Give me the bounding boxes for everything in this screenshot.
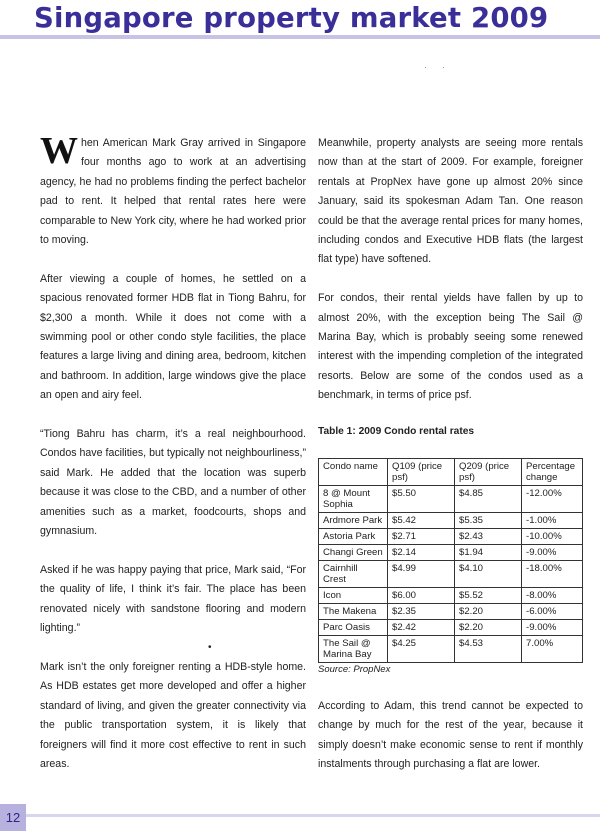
table-cell: 8 @ Mount Sophia bbox=[319, 486, 388, 513]
table-cell: -10.00% bbox=[522, 529, 583, 545]
table-row bbox=[319, 529, 583, 545]
table-cell: -9.00% bbox=[522, 620, 583, 636]
table-cell: $4.99 bbox=[388, 561, 455, 588]
page-title: Singapore property market 2009 bbox=[34, 2, 549, 34]
paragraph-conclusion: According to Adam, this trend cannot be expected to change by much for the rest of the year, because it simply doesn’t make economic sense to rent if monthly instalments through purchasing a flat are lower. bbox=[318, 699, 583, 771]
table-cell: -9.00% bbox=[522, 545, 583, 561]
table-cell: Ardmore Park bbox=[319, 513, 388, 529]
table-cell: $4.10 bbox=[455, 561, 522, 588]
table-header-cell: Q209 (price psf) bbox=[455, 459, 522, 486]
table-cell: $5.50 bbox=[388, 486, 455, 513]
table-cell: $5.52 bbox=[455, 588, 522, 604]
condo-rental-table bbox=[318, 458, 583, 663]
table-cell: $5.42 bbox=[388, 513, 455, 529]
table-header-cell: Percentage change bbox=[522, 459, 583, 486]
table-cell: -12.00% bbox=[522, 486, 583, 513]
table-source: Source: PropNex bbox=[318, 664, 391, 676]
paragraph-quote-price: Asked if he was happy paying that price, Mark said, “For the quality of life, I think it’s fair. The place has been renovated nicely with sandstone flooring and modern lighting.” bbox=[40, 563, 306, 635]
table-cell: 7.00% bbox=[522, 636, 583, 663]
table-row bbox=[319, 561, 583, 588]
table-row bbox=[319, 545, 583, 561]
table-cell: $2.43 bbox=[455, 529, 522, 545]
table-cell: $4.25 bbox=[388, 636, 455, 663]
table-header-cell: Q109 (price psf) bbox=[388, 459, 455, 486]
table-cell: $2.20 bbox=[455, 604, 522, 620]
table-row bbox=[319, 486, 583, 513]
paragraph-quote-charm: “Tiong Bahru has charm, it’s a real neighbourhood. Condos have facilities, but typically not neighbourliness,” said Mark. He added that the location was superb because it was close to the CBD, and a number of other amenities such as a market, foodcourts, shops and gymnasium. bbox=[40, 428, 306, 538]
table-cell: Icon bbox=[319, 588, 388, 604]
table-cell: Parc Oasis bbox=[319, 620, 388, 636]
table-cell: $2.71 bbox=[388, 529, 455, 545]
table-row bbox=[319, 588, 583, 604]
paragraph-intro-text: hen American Mark Gray arrived in Singapore four months ago to work at an advertising agency, he had no problems finding the perfect bachelor pad to rent. It helped that rental rates here were comparable to New York city, where he had worked prior to moving. bbox=[40, 137, 306, 247]
paragraph-intro bbox=[40, 130, 306, 250]
table-cell: $4.85 bbox=[455, 486, 522, 513]
scan-speck: • bbox=[208, 642, 212, 653]
scan-speck: · bbox=[442, 62, 445, 72]
table-cell: $1.94 bbox=[455, 545, 522, 561]
table-row bbox=[319, 620, 583, 636]
table-cell: The Sail @ Marina Bay bbox=[319, 636, 388, 663]
table-cell: Cairnhill Crest bbox=[319, 561, 388, 588]
title-underline bbox=[0, 35, 600, 39]
table-cell: $6.00 bbox=[388, 588, 455, 604]
table-cell: Astoria Park bbox=[319, 529, 388, 545]
table-cell: $2.20 bbox=[455, 620, 522, 636]
table-cell: The Makena bbox=[319, 604, 388, 620]
table-cell: $5.35 bbox=[455, 513, 522, 529]
table-title: Table 1: 2009 Condo rental rates bbox=[318, 426, 475, 438]
table-cell: -8.00% bbox=[522, 588, 583, 604]
paragraph-condos: For condos, their rental yields have fallen by up to almost 20%, with the exception being The Sail @ Marina Bay, which is probably seeing some renewed interest with the impending completion of the integrated resorts. Below are some of the condos used as a benchmark, in terms of price psf. bbox=[318, 292, 583, 402]
table-row bbox=[319, 513, 583, 529]
paragraph-analysts: Meanwhile, property analysts are seeing more rentals now than at the start of 2009. For example, foreigner rentals at PropNex have gone up almost 20% since January, said its spokesman Adam Tan. One reason could be that the average rental prices for many homes, including condos and Executive HDB flats (the largest flat type) have softened. bbox=[318, 137, 583, 266]
table-cell: -18.00% bbox=[522, 561, 583, 588]
table-cell: $2.42 bbox=[388, 620, 455, 636]
table-cell: -1.00% bbox=[522, 513, 583, 529]
paragraph-foreigners: Mark isn’t the only foreigner renting a HDB-style home. As HDB estates get more developed and offer a higher standard of living, and given the greater connectivity via the public transportation system, it is likely that foreigners will find it more cost effective to rent in such areas. bbox=[40, 660, 306, 770]
table-cell: $2.14 bbox=[388, 545, 455, 561]
left-column bbox=[40, 130, 306, 794]
table-header-cell: Condo name bbox=[319, 459, 388, 486]
table-row bbox=[319, 604, 583, 620]
table-cell: $2.35 bbox=[388, 604, 455, 620]
table-header-row bbox=[319, 459, 583, 486]
scan-speck: · bbox=[424, 62, 427, 72]
table-cell: $4.53 bbox=[455, 636, 522, 663]
drop-cap: W bbox=[40, 130, 78, 172]
paragraph-tiong-bahru: After viewing a couple of homes, he settled on a spacious renovated former HDB flat in Tiong Bahru, for $2,300 a month. While it does not come with a swimming pool or other condo style facilities, the place features a large living and dining area, bedroom, kitchen and bathroom. In addition, large windows give the place an open and airy feel. bbox=[40, 272, 306, 402]
table-row bbox=[319, 636, 583, 663]
table-cell: -6.00% bbox=[522, 604, 583, 620]
page-number: 12 bbox=[0, 804, 26, 831]
footer-rule bbox=[26, 814, 600, 817]
right-column bbox=[318, 134, 583, 794]
table-cell: Changi Green bbox=[319, 545, 388, 561]
